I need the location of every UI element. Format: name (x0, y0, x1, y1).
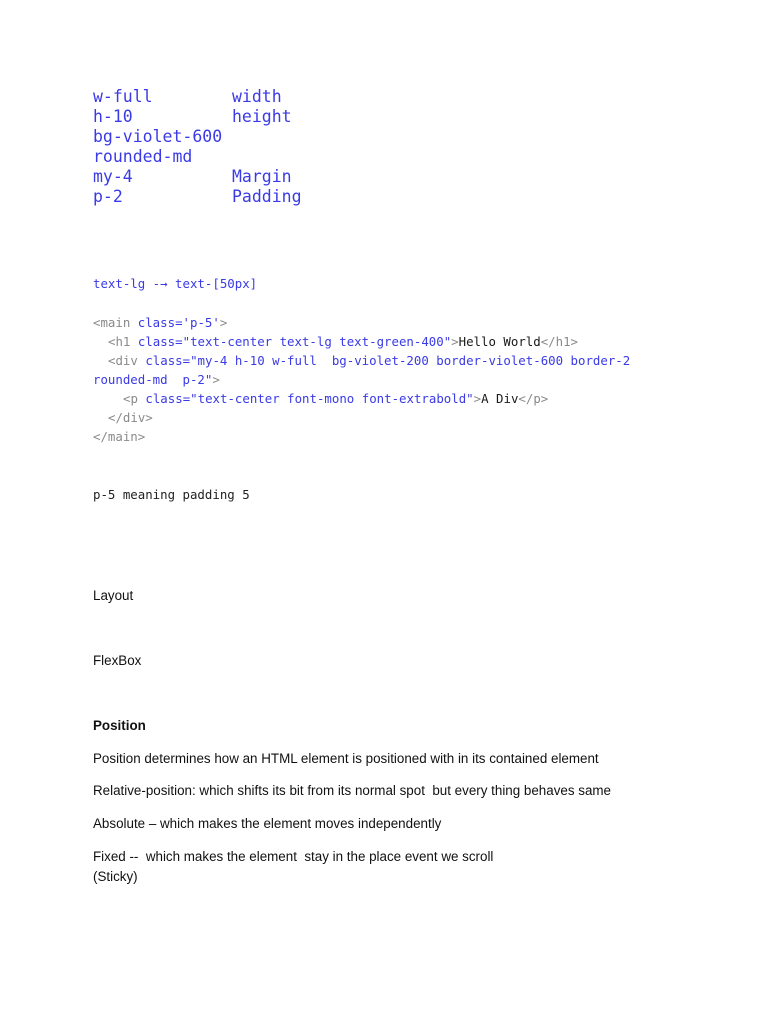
code-line: rounded-md p-2"> (93, 372, 220, 387)
position-line: Fixed -- which makes the element stay in the place event we scroll (93, 849, 494, 864)
padding-note: p-5 meaning padding 5 (93, 487, 250, 502)
prop-key: my-4 (93, 167, 133, 186)
prop-key: bg-violet-600 (93, 127, 223, 146)
position-line: Position determines how an HTML element is positioned with in its contained element (93, 751, 599, 766)
position-line: Relative-position: which shifts its bit from its normal spot but every thing behaves same (93, 783, 611, 798)
code-line: <main class='p-5'> (93, 315, 228, 330)
text-size-line: text-lg -→ text-[50px] (93, 276, 258, 291)
position-line: (Sticky) (93, 869, 138, 884)
code-line: </div> (108, 410, 153, 425)
code-line: <h1 class="text-center text-lg text-green-400">Hello World</h1> (108, 334, 579, 349)
prop-key: w-full (93, 87, 153, 106)
layout-heading: Layout (93, 588, 134, 603)
prop-value: Padding (232, 187, 302, 206)
code-line: </main> (93, 429, 146, 444)
code-line: <p class="text-center font-mono font-extrabold">A Div</p> (123, 391, 549, 406)
position-heading: Position (93, 718, 146, 733)
prop-key: h-10 (93, 107, 133, 126)
prop-value: Margin (232, 167, 292, 186)
code-line: <div class="my-4 h-10 w-full bg-violet-200 border-violet-600 border-2 (108, 353, 631, 368)
prop-key: p-2 (93, 187, 123, 206)
position-line: Absolute – which makes the element moves independently (93, 816, 442, 831)
prop-key: rounded-md (93, 147, 193, 166)
prop-value: height (232, 107, 292, 126)
flexbox-heading: FlexBox (93, 653, 142, 668)
prop-value: width (232, 87, 282, 106)
